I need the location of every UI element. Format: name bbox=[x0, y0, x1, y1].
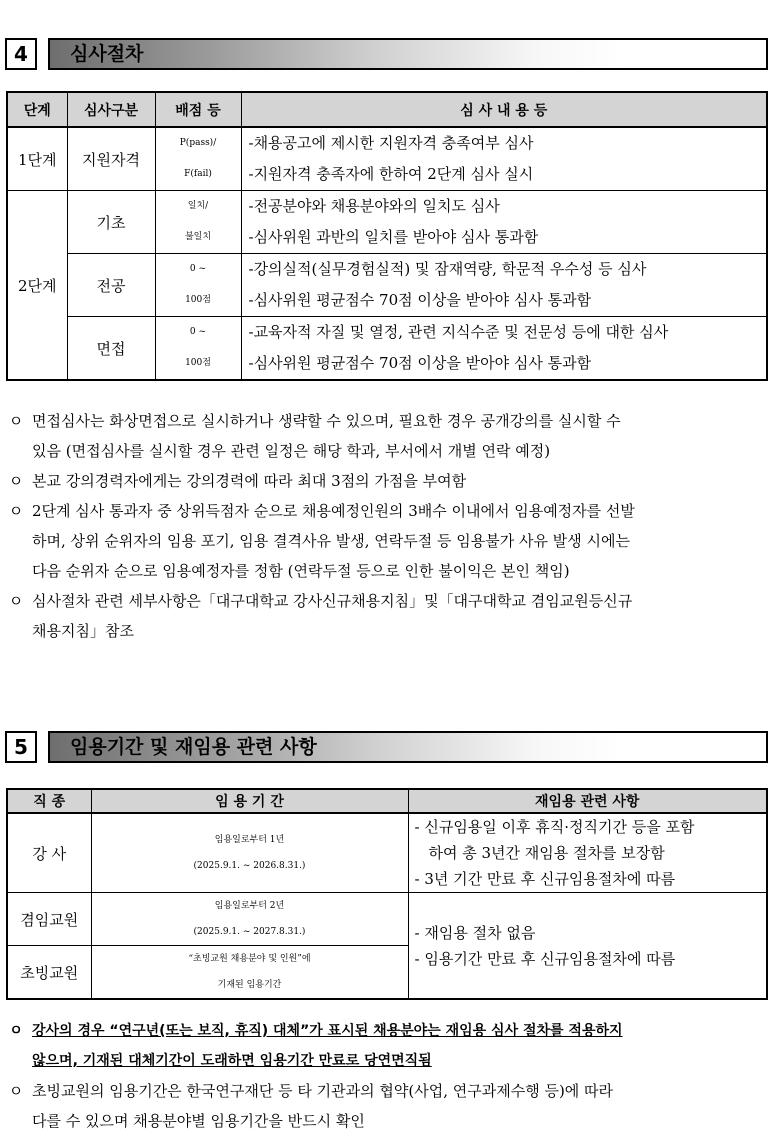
section-5-notes bbox=[6, 1016, 768, 1136]
period-line: 임용일로부터 1년 bbox=[214, 835, 285, 845]
content-line: -심사위원 과반의 일치를 받아야 심사 통과함 bbox=[248, 228, 539, 246]
table-row bbox=[7, 813, 767, 893]
note-line: 본교 강의경력자에게는 강의경력에 따라 최대 3점의 가점을 부여함 bbox=[32, 472, 467, 490]
score-line: 불일치 bbox=[184, 232, 212, 242]
reappointment-cell bbox=[408, 813, 767, 893]
list-item bbox=[6, 406, 768, 466]
table-header-row bbox=[7, 92, 767, 127]
list-item bbox=[6, 586, 768, 646]
category-cell: 기초 bbox=[67, 191, 155, 254]
content-line: -강의실적(실무경험실적) 및 잠재역량, 학문적 우수성 등 심사 bbox=[248, 260, 647, 278]
score-cell bbox=[155, 317, 241, 381]
job-type-cell: 초빙교원 bbox=[7, 946, 91, 1000]
list-item bbox=[6, 466, 768, 496]
review-procedure-table bbox=[6, 91, 768, 381]
period-line: 기재된 임용기간 bbox=[217, 980, 282, 990]
reappointment-line: - 신규임용일 이후 휴직·정직기간 등을 포함 bbox=[414, 818, 695, 836]
note-line: 심사절차 관련 세부사항은「대구대학교 강사신규채용지침」및「대구대학교 겸임교원등신규 bbox=[32, 592, 633, 610]
job-type-cell: 겸임교원 bbox=[7, 893, 91, 946]
bullet-marker: ㅇ bbox=[8, 502, 24, 520]
content-line: -채용공고에 제시한 지원자격 충족여부 심사 bbox=[248, 134, 534, 152]
period-cell bbox=[91, 946, 408, 1000]
section-5-title-bar bbox=[48, 731, 768, 763]
score-cell bbox=[155, 254, 241, 317]
list-item bbox=[6, 1016, 768, 1076]
category-cell: 전공 bbox=[67, 254, 155, 317]
header-job-type: 직 종 bbox=[7, 789, 91, 813]
content-line: -교육자적 자질 및 열정, 관련 지식수준 및 전문성 등에 대한 심사 bbox=[248, 323, 669, 341]
period-line: 임용일로부터 2년 bbox=[214, 901, 285, 911]
score-line: 0 ~ bbox=[189, 327, 207, 337]
period-line: “초빙교원 채용분야 및 인원”에 bbox=[188, 954, 311, 964]
bullet-marker: ㅇ bbox=[8, 412, 24, 430]
content-line: -지원자격 충족자에 한하여 2단계 심사 실시 bbox=[248, 165, 534, 183]
list-item bbox=[6, 496, 768, 586]
note-line: 다를 수 있으며 채용분야별 임용기간을 반드시 확인 bbox=[32, 1112, 365, 1130]
table-row bbox=[7, 191, 767, 254]
header-stage: 단계 bbox=[7, 92, 67, 127]
score-line: 0 ~ bbox=[189, 264, 207, 274]
bullet-marker: ㅇ bbox=[8, 592, 24, 610]
note-line: 하며, 상위 순위자의 임용 포기, 임용 결격사유 발생, 연락두절 등 임용불가 사유 발생 시에는 bbox=[32, 532, 630, 550]
job-type-cell: 강 사 bbox=[7, 813, 91, 893]
note-line: 강사의 경우 “연구년(또는 보직, 휴직) 대체”가 표시된 채용분야는 재임용 심사 절차를 적용하지 bbox=[32, 1023, 623, 1039]
note-line: 면접심사는 화상면접으로 실시하거나 생략할 수 있으며, 필요한 경우 공개강의를 실시할 수 bbox=[32, 412, 621, 430]
period-line: (2025.9.1. ~ 2026.8.31.) bbox=[193, 861, 306, 871]
list-item bbox=[6, 1076, 768, 1136]
content-cell bbox=[241, 254, 767, 317]
table-row bbox=[7, 893, 767, 946]
note-line: 않으며, 기재된 대체기간이 도래하면 임용기간 만료로 당연면직됨 bbox=[32, 1053, 432, 1069]
score-line: 100점 bbox=[185, 295, 211, 305]
period-cell bbox=[91, 893, 408, 946]
score-cell bbox=[155, 127, 241, 191]
table-row bbox=[7, 317, 767, 381]
section-5-number: 5 bbox=[5, 731, 37, 763]
note-line: 다음 순위자 순으로 임용예정자를 정함 (연락두절 등으로 인한 불이익은 본인 책임) bbox=[32, 562, 570, 580]
score-cell bbox=[155, 191, 241, 254]
table-header-row bbox=[7, 789, 767, 813]
note-line: 2단계 심사 통과자 중 상위득점자 순으로 채용예정인원의 3배수 이내에서 임용예정자를 선발 bbox=[32, 502, 635, 520]
reappointment-line: 하여 총 3년간 재임용 절차를 보장함 bbox=[428, 844, 665, 862]
section-5-title: 임용기간 및 재임용 관련 사항 bbox=[70, 736, 317, 758]
table-row bbox=[7, 127, 767, 191]
bullet-marker: ㅇ bbox=[8, 472, 24, 490]
note-line: 초빙교원의 임용기간은 한국연구재단 등 타 기관과의 협약(사업, 연구과제수행 등)에 따라 bbox=[32, 1082, 614, 1100]
note-line: 있음 (면접심사를 실시할 경우 관련 일정은 해당 학과, 부서에서 개별 연락 예정) bbox=[32, 442, 551, 460]
table-row bbox=[7, 254, 767, 317]
content-line: -심사위원 평균점수 70점 이상을 받아야 심사 통과함 bbox=[248, 354, 592, 372]
period-line: (2025.9.1. ~ 2027.8.31.) bbox=[193, 927, 306, 937]
bullet-marker: ㅇ bbox=[8, 1082, 24, 1100]
section-5-header bbox=[5, 731, 768, 763]
period-cell bbox=[91, 813, 408, 893]
reappointment-line: - 임용기간 만료 후 신규임용절차에 따름 bbox=[414, 949, 676, 968]
content-cell bbox=[241, 127, 767, 191]
content-line: -심사위원 평균점수 70점 이상을 받아야 심사 통과함 bbox=[248, 291, 592, 309]
header-category: 심사구분 bbox=[67, 92, 155, 127]
category-cell: 면접 bbox=[67, 317, 155, 381]
stage-cell: 1단계 bbox=[7, 127, 67, 191]
reappointment-line: - 재임용 절차 없음 bbox=[414, 923, 536, 942]
score-line: P(pass)/ bbox=[179, 138, 217, 148]
reappointment-line: - 3년 기간 만료 후 신규임용절차에 따름 bbox=[414, 870, 676, 888]
section-4-header bbox=[5, 38, 768, 70]
note-line: 채용지침」참조 bbox=[32, 622, 134, 640]
reappointment-cell bbox=[408, 893, 767, 1000]
section-4-title: 심사절차 bbox=[70, 43, 144, 65]
score-line: F(fail) bbox=[184, 169, 212, 179]
score-line: 일치/ bbox=[187, 201, 209, 211]
content-line: -전공분야와 채용분야와의 일치도 심사 bbox=[248, 197, 500, 215]
section-4-notes bbox=[6, 406, 768, 646]
stage-cell: 2단계 bbox=[7, 191, 67, 381]
appointment-period-table bbox=[6, 788, 768, 1000]
header-score: 배점 등 bbox=[155, 92, 241, 127]
header-period: 임 용 기 간 bbox=[91, 789, 408, 813]
section-4-title-bar bbox=[48, 38, 768, 70]
section-4-number: 4 bbox=[5, 38, 37, 70]
content-cell bbox=[241, 191, 767, 254]
content-cell bbox=[241, 317, 767, 381]
bullet-marker: ㅇ bbox=[9, 1023, 23, 1039]
category-cell: 지원자격 bbox=[67, 127, 155, 191]
score-line: 100점 bbox=[185, 358, 211, 368]
header-reappointment: 재임용 관련 사항 bbox=[408, 789, 767, 813]
header-content: 심 사 내 용 등 bbox=[241, 92, 767, 127]
